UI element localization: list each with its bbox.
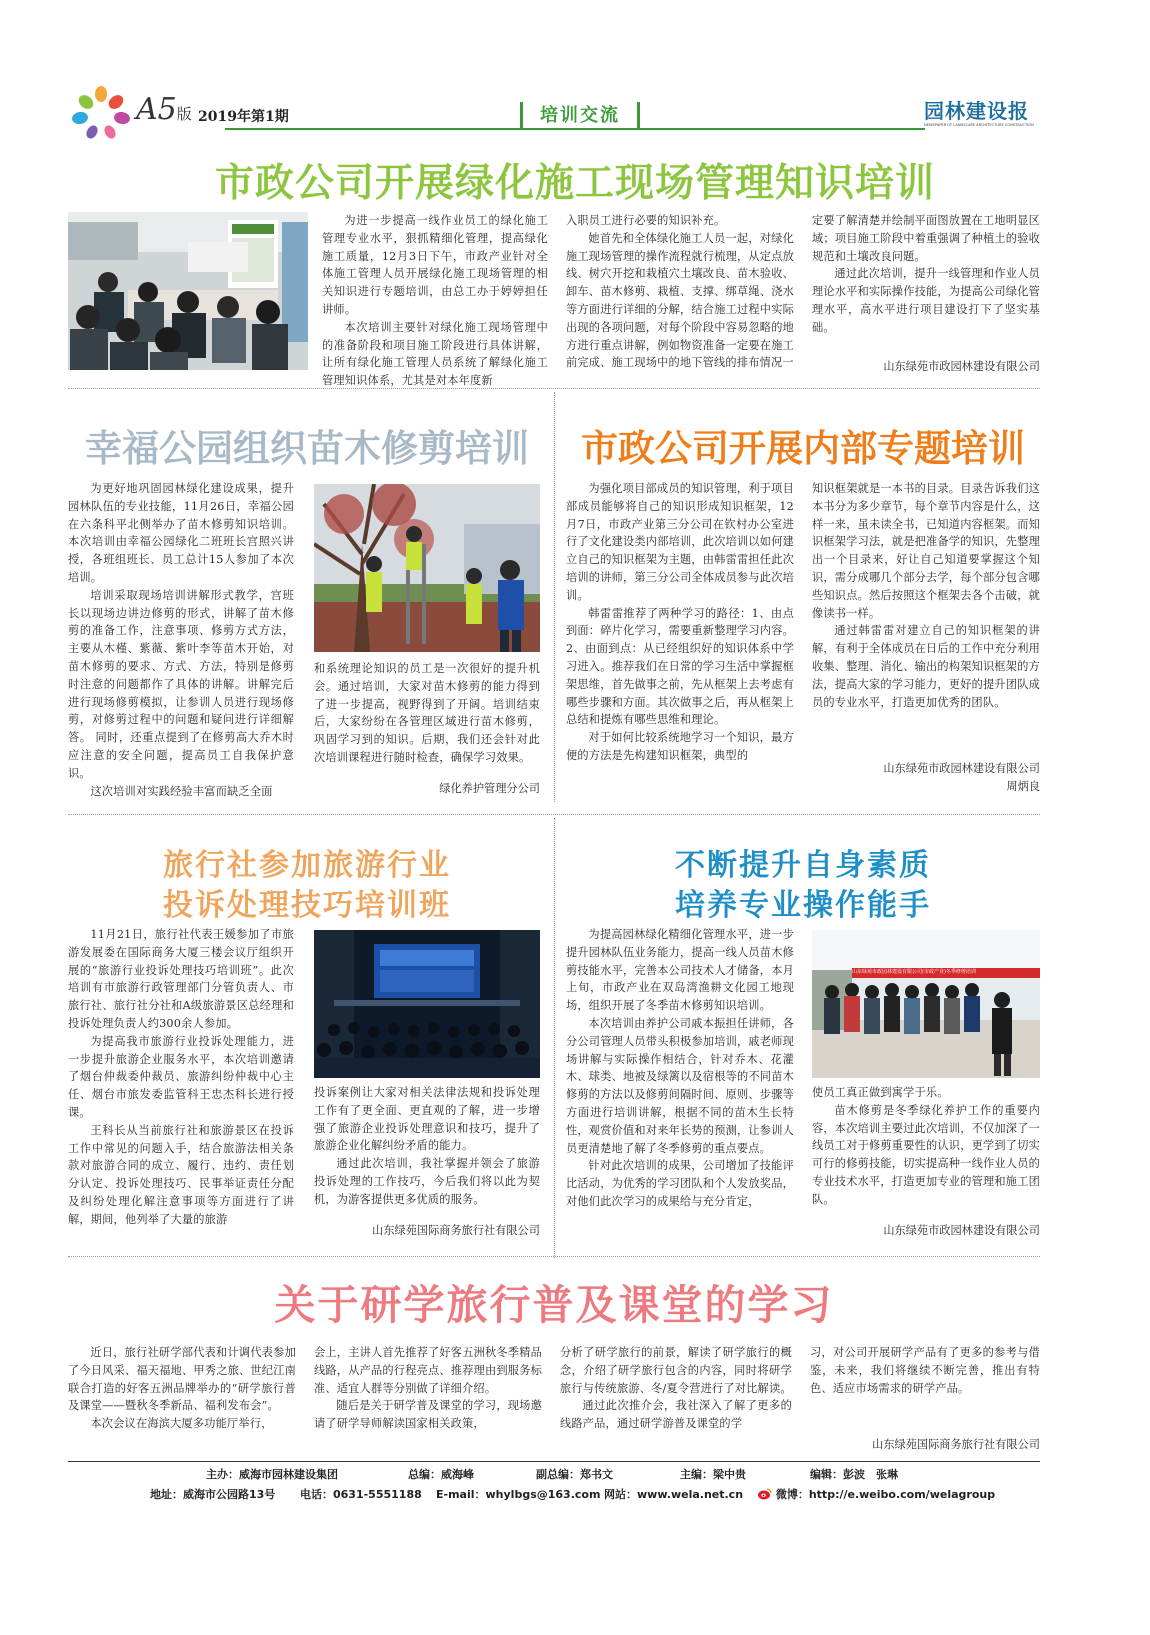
footer-sponsor: 主办：威海市园林建设集团 [206, 1468, 338, 1481]
paragraph: 11月21日，旅行社代表王媛参加了市旅游发展委在国际商务大厦三楼会议厅组织开展的“旅游行业投诉处理技巧培训班”。此次培训有市旅游行政管理部门分管负责人、市旅行社、旅行社分社和A级旅游景区总经理和投诉处理负责人约300余人参加。 [68, 928, 294, 1030]
divider [554, 392, 555, 802]
flower-logo-icon [66, 82, 136, 142]
edition-number: A5 [136, 92, 177, 127]
paragraph: 入职员工进行必要的知识补充。 [566, 214, 726, 227]
article3-col2 [812, 480, 1040, 711]
article2-pruning-photo [314, 484, 540, 652]
paragraph: 王科长从当前旅行社和旅游景区在投诉工作中常见的问题入手，结合旅游法相关条款对旅游合同的成立、履行、违约、责任划分认定、投诉处理技巧、民事举证责任分配及纠纷处理化解注意事项等方面进行了讲解，期间，他列举了大量的旅游 [68, 1123, 294, 1226]
paragraph: 和系统理论知识的员工是一次很好的提升机会。通过培训，大家对苗木修剪的能力得到了进一步提高，视野得到了开阔。培训结束后，大家纷纷在各管理区域进行苗木修剪，巩固学习到的知识。后期，我们还会针对此次培训课程进行随时检查，确保学习效果。 [314, 662, 540, 764]
paragraph: 通过此次推介会，我社深入了解了更多的线路产品，通过研学游普及课堂的学 [560, 1399, 792, 1431]
article3-signature: 山东绿苑市政园林建设有限公司 [883, 762, 1040, 775]
article6-signature: 山东绿苑国际商务旅行社有限公司 [872, 1438, 1040, 1451]
article5-col1 [566, 926, 794, 1211]
paragraph: 她首先和全体绿化施工人员一起，对绿化施工现场管理的操作流程就行梳理，从定点放线、树穴开挖和栽植穴土壤改良、苗木验收、卸车、苗木修剪、栽植、支撑、绑草绳、浇水等方面进行详细的分解，结合施工过程中实际出现的各项问题，对每个阶段中容易忽略的地方进行重点讲解，例如物资准备一定要在施工前完成、施工现场中的地下管线的排布情况一 [566, 231, 794, 370]
paragraph: 使员工真正做到寓学于乐。 [812, 1086, 949, 1099]
section-tab [520, 102, 640, 130]
paragraph: 针对此次培训的成果，公司增加了技能评比活动，为优秀的学习团队和个人发放奖品，对他们此次学习的成果给与充分肯定， [566, 1159, 794, 1208]
footer-row2 [68, 1486, 1040, 1504]
paragraph: 培训采取现场培训讲解形式教学，宫班长以现场边讲边修剪的形式，讲解了苗木修剪的准备工作，注意事项、修剪方式方法，主要从木槿、紫薇、紫叶李等苗木开始，对苗木修剪的要求、方式、方法，特别是修剪时注意的问题都作了具体的讲解。讲解完后进行现场修剪模拟，让参训人员进行现场修剪，对修剪过程中的问题和疑问进行详细解答。 同时，还重点提到了在修剪高大乔木时应注意的安全问题，提高员工自我保护意识。 [68, 588, 294, 780]
article1-col1 [322, 212, 548, 390]
paragraph: 为提高园林绿化精细化管理水平，进一步提升园林队伍业务能力，提高一线人员苗木修剪技能水平，完善本公司技术人才储备，本月上旬，市政产业在双岛湾渔耕文化园工地现场，组织开展了冬季苗木修剪知识培训。 [566, 928, 794, 1013]
article4-col1 [68, 926, 294, 1229]
article4-title-line2: 投诉处理技巧培训班 [163, 888, 451, 923]
paragraph: 本次会议在海滨大厦多功能厅举行， [90, 1417, 273, 1431]
footer-editors: 编辑：彭波 张琳 [810, 1468, 898, 1481]
paragraph: 会上，主讲人首先推荐了好客五洲秋冬季精品线路，从产品的行程亮点、推荐理由到服务标准、适宜人群等分别做了详细介绍。 [314, 1346, 542, 1395]
paragraph: 韩雷雷推荐了两种学习的路径：1、由点到面：碎片化学习，需要重新整理学习内容。2、由面到点：从已经组织好的知识体系中学习进入。推荐我们在日常的学习生活中掌握框架思维，首先做事之前，先从框架上去考虑有哪些步骤和方面。其次做事之后，再从框架上总结和提炼有哪些思维和理论。 [566, 606, 794, 727]
article5-title-line2: 培养专业操作能手 [675, 888, 931, 923]
article1-signature: 山东绿苑市政园林建设有限公司 [883, 360, 1040, 373]
paper-name-box [924, 100, 1042, 132]
divider [68, 1256, 1040, 1257]
issue-date: 2019年第1期 [198, 109, 289, 125]
weibo-icon [758, 1488, 772, 1500]
article3-title: 市政公司开展内部专题培训 [581, 427, 1025, 470]
article6-col2 [314, 1344, 542, 1433]
paper-name-en: NEWSPAPER OF LANDSCAPE ARCHITECTURE CONSTRUCTION [924, 123, 1034, 127]
paragraph: 苗木修剪是冬季绿化养护工作的重要内容，本次培训主要过此次培训，不仅加深了一线员工对于修剪重要性的认识，更学到了切实可行的修剪技能，切实提高种一线作业人员的专业技术水平，打造更加专业的管理和施工团队。 [812, 1103, 1040, 1206]
footer-website[interactable]: 网站：www.wela.net.cn [604, 1488, 744, 1501]
article5-title-line1: 不断提升自身素质 [675, 848, 931, 883]
footer-rule [68, 1461, 1040, 1462]
paragraph: 习，对公司开展研学产品有了更多的参考与借鉴，未来，我们将继续不断完善，推出有特色、适应市场需求的研学产品。 [810, 1346, 1040, 1395]
divider [68, 388, 1040, 389]
paragraph: 这次培训对实践经验丰富而缺乏全面 [90, 784, 273, 798]
paragraph: 通过韩雷雷对建立自己的知识框架的讲解，有利于全体成员在日后的工作中充分利用收集、整理、消化、输出的构架知识框架的方法，提高大家的学习能力，更好的提升团队成员的专业水平，打造更加优秀的团队。 [812, 624, 1040, 709]
paragraph: 定要了解清楚并绘制平面图放置在工地明显区域；项目施工阶段中着重强调了种植土的验收规范和土壤改良问题。 [812, 214, 1040, 263]
paragraph: 为更好地巩固园林绿化建设成果，提升园林队伍的专业技能，11月26日，幸福公园在六条科平北侧举办了苗木修剪知识培训。本次培训由幸福公园绿化二班班长宫照兴讲授，各班组班长、员工总计15人参加了本次培训。 [68, 482, 294, 584]
paper-name: 园林建设报 [924, 99, 1029, 123]
article4-col2 [314, 1084, 540, 1209]
footer-address: 地址：威海市公园路13号 [150, 1488, 276, 1501]
paragraph: 知识框架就是一本书的目录。目录告诉我们这本书分为多少章节，每个章节内容是什么，这样一来，虽未读全书，已知道内容框架。而知识框架学习法，就是把准备学的知识，先整理出一个目录来，好让自己知道要掌握这个知识，需分成哪几个部分去学，每个部分包含哪些知识点。然后按照这个框架去各个击破，就像读书一样。 [812, 482, 1040, 620]
paragraph: 通过此次培训，我社掌握并领会了旅游投诉处理的工作技巧，今后我们将以此为契机，为游客提供更多优质的服务。 [314, 1157, 540, 1206]
divider [554, 818, 555, 1258]
footer-email[interactable]: E-mail：whylbgs@163.com [436, 1488, 601, 1501]
article3-author: 周炳良 [1006, 780, 1040, 793]
article6-col4 [810, 1344, 1040, 1397]
article5-col2 [812, 1084, 1040, 1209]
article6-col1 [68, 1344, 296, 1433]
masthead [60, 82, 1060, 142]
article5-signature: 山东绿苑市政园林建设有限公司 [883, 1224, 1040, 1237]
article2-signature: 绿化养护管理分公司 [439, 782, 540, 795]
article1-col3 [812, 212, 1040, 337]
edition-suffix: 版 [176, 105, 192, 123]
footer-editor-in-charge: 主编：梁中贵 [680, 1468, 746, 1481]
article4-conference-photo [314, 930, 540, 1078]
divider [68, 814, 1040, 815]
section-title: 培训交流 [540, 105, 620, 126]
paragraph: 投诉案例让大家对相关法律法规和投诉处理工作有了更全面、更直观的了解，进一步增强了旅游企业投诉处理意识和技巧，提升了旅游企业化解纠纷矛盾的能力。 [314, 1086, 540, 1153]
article1-col2 [566, 212, 794, 372]
paragraph: 为提高我市旅游行业投诉处理能力，进一步提升旅游企业服务水平，本次培训邀请了烟台仲裁委仲裁员、旅游纠纷仲裁中心主任、烟台市旅发委监管科王忠杰科长进行授课。 [68, 1034, 294, 1119]
paragraph: 为进一步提高一线作业员工的绿化施工管理专业水平，狠抓精细化管理，提高绿化施工质量，12月3日下午，市政产业针对全体施工管理人员开展绿化施工现场管理的相关知识进行专题培训，由总工办于婷婷担任讲师。 [322, 214, 548, 316]
paragraph: 对于如何比较系统地学习一个知识，最方便的方法是先构建知识框架，典型的 [566, 731, 794, 762]
footer-row1 [68, 1466, 1040, 1484]
article3-col1 [566, 480, 794, 765]
paragraph: 通过此次培训，提升一线管理和作业人员理论水平和实际操作技能，为提高公司绿化管理水平，高水平进行项目建设打下了坚实基础。 [812, 267, 1040, 334]
footer-weibo[interactable]: 微博：http://e.weibo.com/welagroup [758, 1486, 995, 1502]
article2-col1 [68, 480, 294, 800]
article1-title: 市政公司开展绿化施工现场管理知识培训 [214, 161, 935, 206]
footer-chief-editor: 总编：威海峰 [408, 1468, 474, 1481]
article6-col3 [560, 1344, 792, 1433]
paragraph: 分析了研学旅行的前景，解读了研学旅行的概念，介绍了研学旅行包含的内容，同时将研学旅行与传统旅游、冬/夏令营进行了对比解读。 [560, 1346, 792, 1395]
article5-outdoor-photo [812, 930, 1040, 1078]
article2-col2 [314, 660, 540, 767]
article5-photo-banner: 山东绿苑市政园林建设有限公司(市政产业)冬季修剪培训 [852, 969, 976, 975]
paragraph: 随后是关于研学普及课堂的学习，现场邀请了研学导师解读国家相关政策， [314, 1399, 542, 1431]
paragraph: 近日，旅行社研学部代表和计调代表参加了今日风采、福天福地、甲秀之旅、世纪江南联合打造的好客五洲品牌举办的“研学旅行普及课堂——暨秋冬季新品、福利发布会”。 [68, 1346, 296, 1413]
article6-title: 关于研学旅行普及课堂的学习 [274, 1281, 834, 1329]
article4-title-line1: 旅行社参加旅游行业 [163, 848, 451, 883]
footer-phone: 电话：0631-5551188 [300, 1488, 422, 1501]
article2-title: 幸福公园组织苗木修剪培训 [85, 427, 529, 470]
paragraph: 为强化项目部成员的知识管理，利于项目部成员能够将自己的知识形成知识框架，12月7日，市政产业第三分公司在钦村办公室进行了文化建设类内部培训，此次培训以如何建立自己的知识框架为主题，由韩雷雷担任此次培训的讲师，第三分公司全体成员参与此次培训。 [566, 482, 794, 602]
paragraph: 本次培训主要针对绿化施工现场管理中的准备阶段和项目施工阶段进行具体讲解，让所有绿化施工管理人员系统了解绿化施工管理知识体系，尤其是对本年度新 [322, 320, 548, 388]
footer-deputy-editor: 副总编：郑书文 [536, 1468, 613, 1481]
article4-signature: 山东绿苑国际商务旅行社有限公司 [372, 1224, 540, 1237]
article1-classroom-photo [68, 212, 308, 370]
paragraph: 本次培训由养护公司戚本振担任讲师，各分公司管理人员带头积极参加培训，戚老师现场讲解与实际操作相结合，针对乔木、花灌木、球类、地被及绿篱以及宿根等的不同苗木修剪的方法以及修剪间隔时间、原则、步骤等方面进行培训讲解，根据不同的苗木生长特性，观赏价值和对来年长势的预测，让参训人员更清楚地了解了冬季修剪的重点要点。 [566, 1016, 794, 1155]
